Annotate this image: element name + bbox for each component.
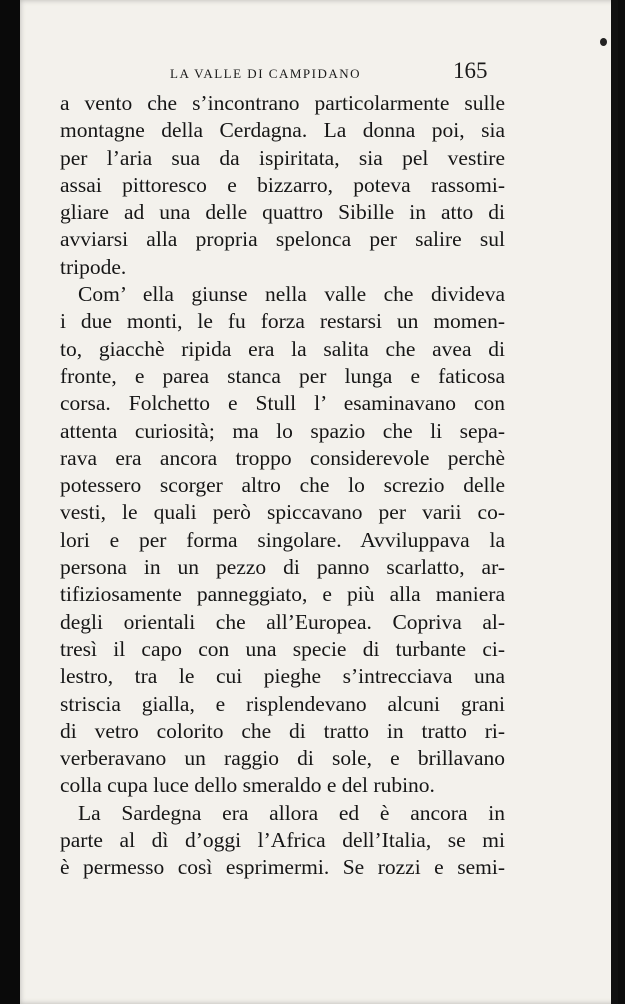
ink-speck xyxy=(600,38,607,46)
text-line: è permesso così esprimermi. Se rozzi e semi- xyxy=(60,855,505,880)
text-line: to, giacchè ripida era la salita che avea di xyxy=(60,336,505,361)
text-line: tifiziosamente panneggiato, e più alla maniera xyxy=(60,582,505,607)
text-line: striscia gialla, e risplendevano alcuni grani xyxy=(60,691,505,716)
book-binding-left xyxy=(0,0,20,1004)
text-line: assai pittoresco e bizzarro, poteva rassomi- xyxy=(60,172,505,197)
text-line: a vento che s’incontrano particolarmente sulle xyxy=(60,91,505,115)
text-line: La Sardegna era allora ed è ancora in xyxy=(78,800,505,825)
body-text xyxy=(60,90,505,882)
text-line: tresì il capo con una specie di turbante ci- xyxy=(60,636,505,661)
text-line: tripode. xyxy=(60,254,127,279)
text-line: parte al dì d’oggi l’Africa dell’Italia, se mi xyxy=(60,828,505,853)
text-line: lori e per forma singolare. Avviluppava la xyxy=(60,527,505,552)
running-title: LA VALLE DI CAMPIDANO xyxy=(170,66,361,81)
text-line: vesti, le quali però spiccavano per varii co- xyxy=(60,500,505,525)
text-line: degli orientali che all’Europea. Copriva al- xyxy=(60,609,505,634)
text-line: attenta curiosità; ma lo spazio che li sepa- xyxy=(60,418,505,443)
text-line: persona in un pezzo di panno scarlatto, ar- xyxy=(60,555,505,580)
page-number: 165 xyxy=(453,58,488,83)
text-line: per l’aria sua da ispiritata, sia pel vestire xyxy=(60,145,505,170)
text-line: potessero scorger altro che lo screzio delle xyxy=(60,473,505,498)
text-line: Com’ ella giunse nella valle che divideva xyxy=(78,282,505,307)
text-line: montagne della Cerdagna. La donna poi, sia xyxy=(60,118,505,143)
book-page xyxy=(20,0,618,1004)
book-binding-right xyxy=(611,0,618,1004)
text-line: gliare ad una delle quattro Sibille in atto di xyxy=(60,200,505,225)
text-line: rava era ancora troppo considerevole perchè xyxy=(60,445,505,470)
text-line: i due monti, le fu forza restarsi un momen- xyxy=(60,309,505,334)
text-line: fronte, e parea stanca per lunga e faticosa xyxy=(60,363,505,388)
text-line: corsa. Folchetto e Stull l’ esaminavano con xyxy=(60,391,505,416)
text-line: colla cupa luce dello smeraldo e del rubino. xyxy=(60,773,435,798)
page-header xyxy=(20,58,618,88)
text-line: verberavano un raggio di sole, e brillavano xyxy=(60,746,505,771)
text-line: lestro, tra le cui pieghe s’intrecciava una xyxy=(60,664,505,689)
text-line: di vetro colorito che di tratto in tratto ri- xyxy=(60,718,505,743)
text-line: avviarsi alla propria spelonca per salire sul xyxy=(60,227,505,252)
